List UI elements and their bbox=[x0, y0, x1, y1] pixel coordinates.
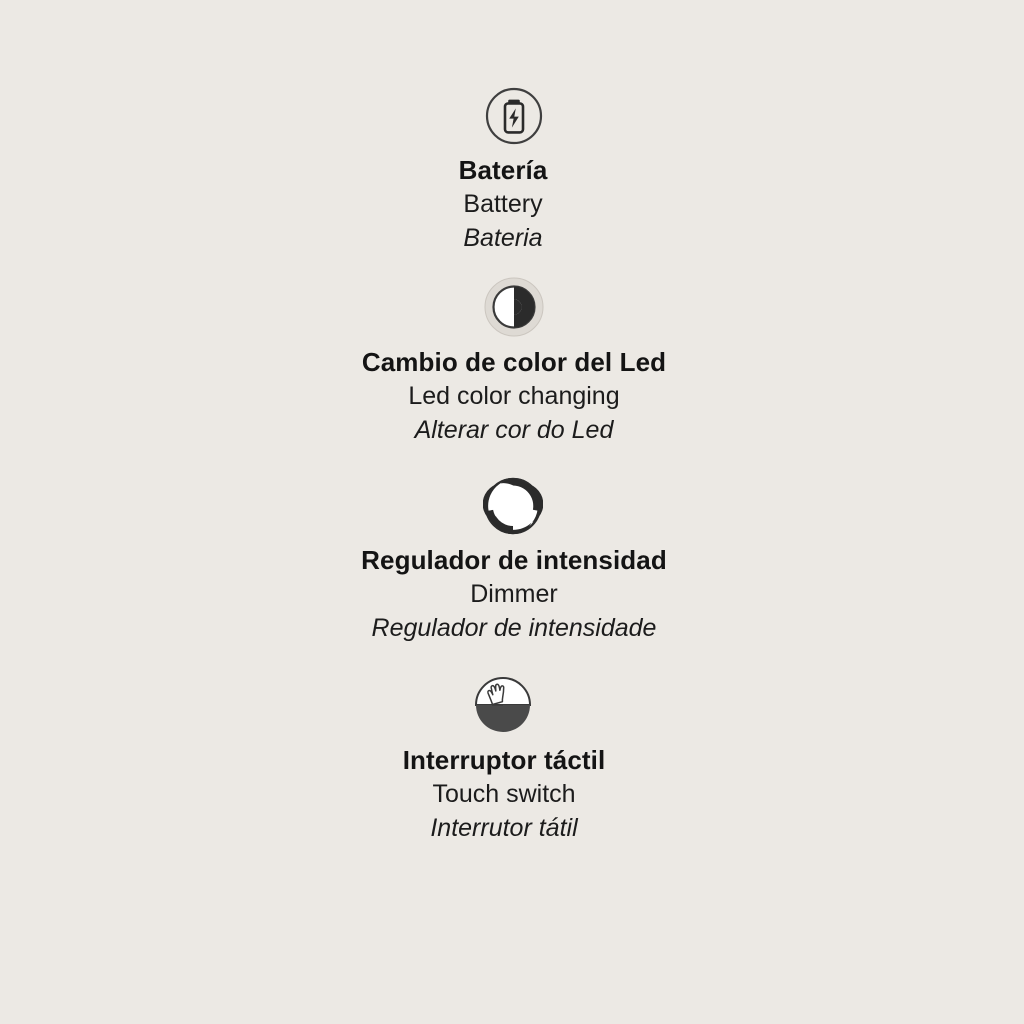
feature-dimmer-label-en: Dimmer bbox=[470, 580, 558, 609]
feature-led-color-changing bbox=[0, 276, 1024, 444]
feature-touch-switch bbox=[0, 674, 1024, 842]
feature-battery-label-en: Battery bbox=[463, 190, 543, 219]
feature-dimmer-label-es: Regulador de intensidad bbox=[361, 545, 667, 576]
feature-dimmer-label-pt: Regulador de intensidade bbox=[371, 614, 657, 643]
feature-battery-label-pt: Bateria bbox=[463, 224, 543, 253]
feature-dimmer-labels bbox=[361, 536, 667, 642]
dimmer-icon bbox=[483, 476, 543, 536]
feature-battery bbox=[0, 86, 1024, 252]
feature-led-label-en: Led color changing bbox=[408, 382, 620, 411]
feature-touch-label-en: Touch switch bbox=[432, 780, 576, 809]
feature-led-labels bbox=[362, 338, 666, 444]
feature-touch-labels bbox=[403, 736, 606, 842]
battery-charging-icon bbox=[484, 86, 544, 146]
feature-dimmer bbox=[0, 476, 1024, 642]
feature-battery-labels bbox=[459, 146, 548, 252]
led-color-change-icon bbox=[483, 276, 545, 338]
touch-switch-hand-icon bbox=[472, 674, 534, 736]
feature-led-label-es: Cambio de color del Led bbox=[361, 347, 667, 378]
feature-battery-label-es: Batería bbox=[458, 155, 548, 185]
feature-touch-label-es: Interruptor táctil bbox=[402, 745, 606, 776]
feature-touch-label-pt: Interrutor tátil bbox=[430, 814, 578, 843]
feature-led-label-pt: Alterar cor do Led bbox=[414, 416, 614, 445]
